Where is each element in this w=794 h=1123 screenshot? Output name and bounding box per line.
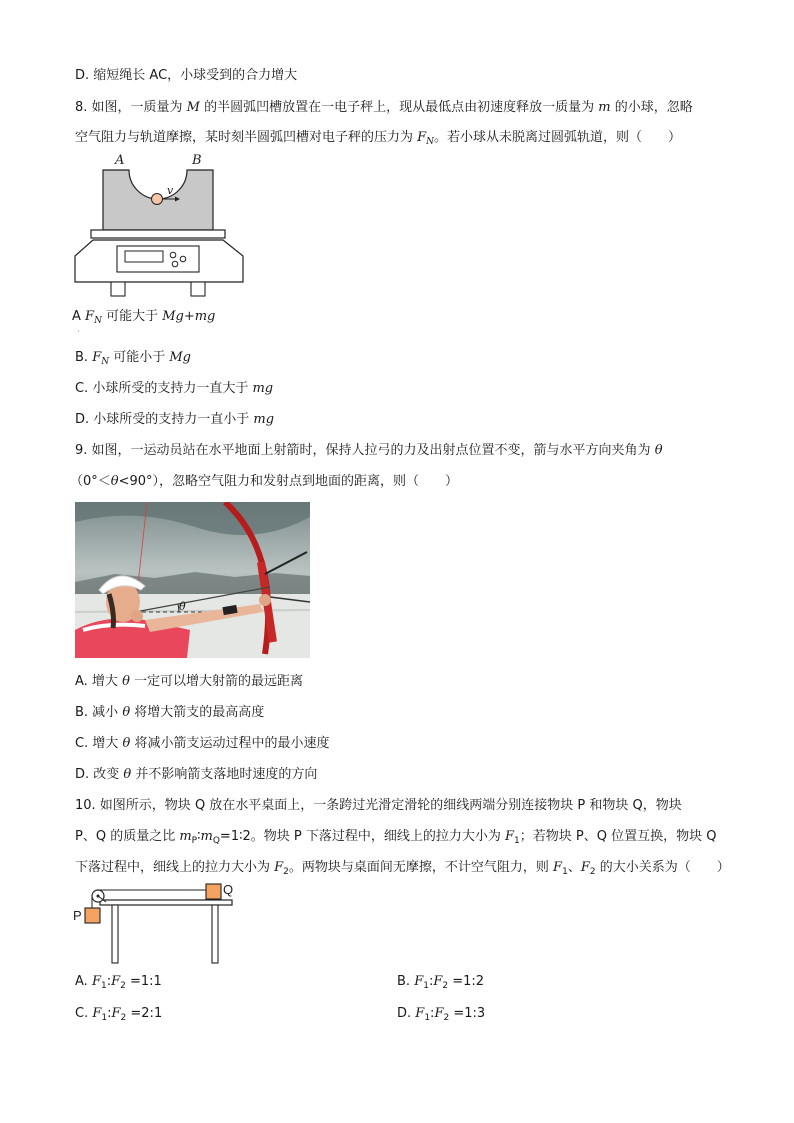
q8-stem-text: 的半圆弧凹槽放置在一电子秤上，现从最低点由初速度释放一质量为 [199,100,599,115]
q10-symbol-F1: F [414,974,424,989]
q8-option-a-text: 可能大于 [101,309,163,324]
q8-stem-text: 。若小球从未脱离过圆弧轨道，则（ ） [434,130,682,145]
q9-option-b[interactable] [75,703,264,723]
q9-option-c[interactable] [75,734,329,754]
q9-option-d[interactable] [75,765,317,785]
q10-ratio-colon: ∶ [197,829,201,844]
ball [152,194,163,205]
block-q [206,884,221,899]
q10-option-a-value: =1:1 [125,974,162,989]
q10-figure-table-pulley [72,880,237,966]
q10-stem-text: 下落过程中，细线上的拉力大小为 [75,860,275,875]
table-leg [212,905,218,963]
q9-option-a-text: 一定可以增大射箭的最远距离 [129,674,304,689]
q8-option-d-expression: mg [253,412,275,427]
q10-option-a-label: A. [75,974,92,989]
q10-symbol-mQ: m [200,829,213,844]
q10-symbol-F2-subscript: 2 [120,981,126,991]
scale-foot [111,282,125,296]
q8-option-a-expression: Mg+mg [162,309,216,324]
q8-option-a-text: A [72,309,86,324]
stray-dot: · [77,327,80,337]
q8-option-c-expression: mg [252,381,274,396]
q10-symbol-F1-subscript: 1 [424,1013,431,1023]
q9-option-c-text: 将减小箭支运动过程中的最小速度 [130,736,330,751]
q8-symbol-N-subscript: N [101,357,110,367]
q10-symbol-F2: F [434,1006,444,1021]
scale-foot [191,282,205,296]
q10-option-b[interactable]: B. $F_1:F_2$ =1:2 [397,974,485,991]
q8-option-b[interactable] [75,348,191,372]
q10-symbol-mP-subscript: P [191,836,198,846]
q9-option-d-text: D. 改变 [75,767,124,782]
q10-symbol-F1: F [91,974,101,989]
q10-symbol-F1: F [504,829,515,844]
q10-stem-line-2 [75,827,716,851]
q10-option-b-label: B. [397,974,415,989]
q10-symbol-F1-subscript: 1 [562,867,568,877]
q10-option-a[interactable]: A. $F_1:F_2$ =1:1 [75,974,162,991]
table-top [100,900,232,905]
q10-stem-text: =1∶2。物块 P 下落过程中，细线上的拉力大小为 [219,829,505,844]
q9-option-d-text: 并不影响箭支落地时速度的方向 [131,767,318,782]
q8-symbol-F: F [417,130,427,145]
q8-stem-text: 8. 如图，一质量为 [75,100,187,115]
q8-option-a[interactable] [72,307,215,331]
scale-platform [91,230,225,238]
q10-stem-text: ；若物块 P、Q 位置互换，物块 Q [519,829,717,844]
q10-option-c-value: =2:1 [126,1006,163,1021]
q9-symbol-theta: θ [123,767,132,782]
q10-stem-line-1 [75,796,682,816]
archer-illustration [75,502,310,658]
q10-symbol-F2-subscript: 2 [442,981,449,991]
q10-stem-text: 10. 如图所示，物块 Q 放在水平桌面上，一条跨过光滑定滑轮的细线两端分别连接物块 P 和物块 Q，物块 [75,798,682,813]
archer-bow-hand [259,594,271,606]
q10-option-d[interactable]: D. $F_1:F_2$ =1:3 [397,1006,486,1023]
q8-stem-text: 的小球，忽略 [610,100,693,115]
q9-stem-line-2 [70,472,458,492]
label-b: B [192,153,202,168]
archer-draw-hand [131,610,143,622]
q10-symbol-F1: F [553,860,563,875]
q9-archer-photo [75,502,310,658]
q10-stem-text: 、 [567,860,581,875]
angle-theta-label: θ [179,600,186,613]
q9-stem-text: 9. 如图，一运动员站在水平地面上射箭时，保持人拉弓的力及出射点位置不变，箭与水平方向夹角为 [75,443,651,458]
q8-option-b-text: 可能小于 [109,350,170,365]
q10-option-d-value: =1:3 [449,1006,486,1021]
q8-option-b-expression: Mg [169,350,191,365]
q9-symbol-theta: θ [110,474,119,489]
scale-button [180,256,186,262]
q10-symbol-F2: F [111,974,121,989]
q8-option-c[interactable] [75,379,273,399]
q9-symbol-theta: θ [122,736,131,751]
q10-symbol-F2: F [580,860,590,875]
q9-symbol-theta: θ [122,674,130,689]
q8-option-d-text: D. 小球所受的支持力一直小于 [75,412,254,427]
q10-symbol-F2: F [433,974,443,989]
q10-option-d-label: D. [397,1006,416,1021]
q10-symbol-F2-subscript: 2 [443,1013,450,1023]
q9-option-c-text: C. 增大 [75,736,123,751]
q9-option-a-text: A. 增大 [75,674,123,689]
scale-button [172,261,178,267]
q10-symbol-F2-subscript: 2 [120,1013,127,1023]
q8-symbol-m: m [598,100,611,115]
q8-option-d[interactable] [75,410,274,430]
q10-option-c-label: C. [75,1006,93,1021]
q10-symbol-F1: F [92,1006,102,1021]
q8-symbol-N-subscript: N [426,137,435,147]
q8-stem-text: 空气阻力与轨道摩擦，某时刻半圆弧凹槽对电子秤的压力为 [75,130,418,145]
q9-option-b-text: 将增大箭支的最高高度 [130,705,265,720]
scale-groove-diagram [73,152,248,300]
table-pulley-diagram [72,880,237,966]
label-p: P [73,908,82,923]
q10-symbol-F1-subscript: 1 [100,981,107,991]
scale-display [125,251,163,262]
q10-symbol-F1-subscript: 1 [423,981,429,991]
label-v: v [167,184,174,197]
q10-symbol-F2-subscript: 2 [283,867,289,877]
q10-symbol-F1-subscript: 1 [514,836,520,846]
q10-stem-line-3 [75,858,730,882]
q10-symbol-mP: m [179,829,192,844]
q9-stem-text: （0°＜ [70,474,111,489]
q10-symbol-F2: F [111,1006,121,1021]
q7-option-d-text: D. 缩短绳长 AC，小球受到的合力增大 [75,68,298,83]
q9-symbol-theta: θ [654,443,663,458]
q10-symbol-F1: F [415,1006,425,1021]
block-p [85,908,100,923]
q10-stem-text: 的大小关系为（ ） [595,860,730,875]
q9-stem-line-1 [75,441,663,461]
q9-symbol-theta: θ [122,705,131,720]
q8-stem-line-2 [75,128,681,152]
label-a: A [115,153,125,168]
q10-symbol-F2: F [274,860,284,875]
q9-option-b-text: B. 减小 [75,705,123,720]
q8-figure-scale-groove [73,152,248,300]
q8-symbol-F: F [85,309,95,324]
q8-symbol-N-subscript: N [94,316,102,326]
q7-option-d[interactable] [75,66,297,86]
q8-option-c-text: C. 小球所受的支持力一直大于 [75,381,253,396]
q8-stem-line-1 [75,98,693,118]
label-q: Q [223,882,234,897]
table-leg [112,905,118,963]
q10-symbol-F1-subscript: 1 [101,1013,108,1023]
q10-option-b-value: =1:2 [448,974,485,989]
q8-symbol-F: F [92,350,102,365]
q8-option-b-text: B. [75,350,93,365]
q10-stem-text: 。两物块与桌面间无摩擦，不计空气阻力，则 [288,860,554,875]
q10-option-c[interactable]: C. $F_1:F_2$ =2:1 [75,1006,163,1023]
q10-symbol-F2-subscript: 2 [589,867,596,877]
q9-option-a[interactable] [75,672,303,692]
q9-stem-text: <90°），忽略空气阻力和发射点到地面的距离，则（ ） [118,474,459,489]
q8-symbol-M: M [186,100,200,115]
q10-stem-text: P、Q 的质量之比 [75,829,180,844]
scale-button [170,252,176,258]
q10-symbol-mQ-subscript: Q [212,836,220,846]
